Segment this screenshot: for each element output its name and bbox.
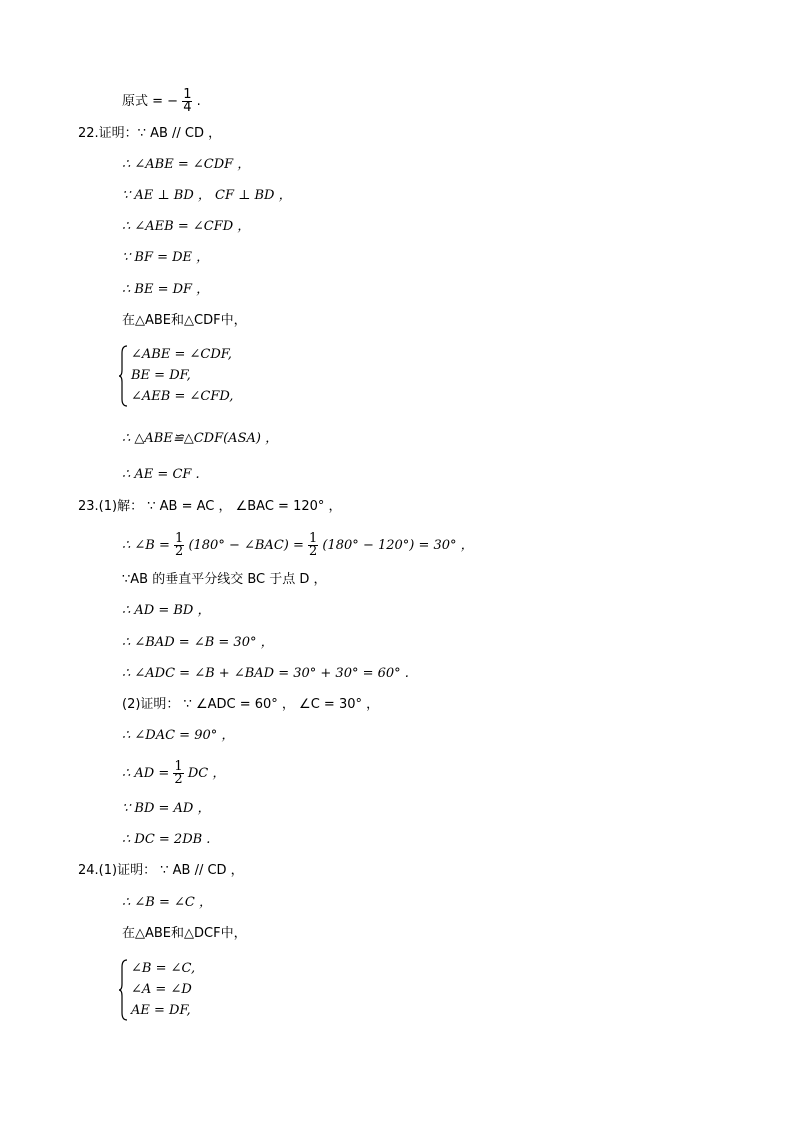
proof-step: ∴ ∠B = ∠C ， xyxy=(122,895,212,910)
fraction-denominator: 2 xyxy=(174,772,183,787)
expr-part: ∴ ∠B = xyxy=(122,538,170,553)
fraction xyxy=(308,533,318,558)
system-eq-1: ∠ABE = ∠CDF, xyxy=(131,347,232,362)
fraction-denominator: 2 xyxy=(309,544,318,559)
expr-tail: . xyxy=(196,94,201,109)
system-eq-3: ∠AEB = ∠CFD, xyxy=(131,389,234,404)
proof-step: ∴ ∠ABE = ∠CDF ， xyxy=(122,157,251,172)
proof-step: ∴ ∠DAC = 90° ， xyxy=(122,728,235,743)
fraction-numerator: 1 xyxy=(183,87,192,102)
system-eq-2: ∠A = ∠D xyxy=(131,982,192,997)
proof-step: ∴ DC = 2DB . xyxy=(122,832,211,847)
system-eq-1: ∠B = ∠C, xyxy=(131,961,196,976)
expr-label: 原式 = − xyxy=(122,94,179,109)
expr-part: (180° − 120°) = 30° ， xyxy=(322,538,474,553)
proof-step: 在△ABE和△CDF中， xyxy=(122,313,247,328)
fraction-denominator: 4 xyxy=(183,100,192,115)
problem-24-heading: 24.(1)证明： ∵ AB // CD ， xyxy=(78,863,244,878)
proof-step: ∴ ∠BAD = ∠B = 30° ， xyxy=(122,635,274,650)
proof-step: ∴ AE = CF . xyxy=(122,467,200,482)
problem-23-part2-heading: (2)证明： ∵ ∠ADC = 60° ， ∠C = 30° ， xyxy=(122,697,380,712)
fraction-numerator: 1 xyxy=(309,531,318,546)
angle-b-computation xyxy=(122,533,474,558)
proof-step: ∴ AD = BD ， xyxy=(122,603,211,618)
proof-step: 在△ABE和△DCF中， xyxy=(122,926,247,941)
proof-step: ∴ ∠AEB = ∠CFD ， xyxy=(122,219,251,234)
proof-step: ∵ BD = AD ， xyxy=(122,801,211,816)
fraction-denominator: 2 xyxy=(175,544,184,559)
system-eq-3: AE = DF, xyxy=(131,1003,191,1018)
system-eq-2: BE = DF, xyxy=(131,368,191,383)
fraction xyxy=(174,533,184,558)
problem-22-heading: 22.证明：∵ AB // CD ， xyxy=(78,126,222,141)
proof-step: ∴ ∠ADC = ∠B + ∠BAD = 30° + 30° = 60° . xyxy=(122,666,409,681)
fraction-numerator: 1 xyxy=(175,531,184,546)
proof-step: ∴ △ABE≌△CDF(ASA) ， xyxy=(122,431,279,446)
left-brace-icon xyxy=(119,345,129,407)
problem-23-heading: 23.(1)解： ∵ AB = AC ， ∠BAC = 120° ， xyxy=(78,499,342,514)
fraction xyxy=(182,89,192,114)
proof-step: ∵ BF = DE ， xyxy=(122,250,210,265)
expr-part: DC ， xyxy=(187,766,226,781)
fraction xyxy=(173,761,183,786)
proof-step: ∵AB 的垂直平分线交 BC 于点 D ， xyxy=(122,572,327,587)
expr-part: ∴ AD = xyxy=(122,766,170,781)
left-brace-icon xyxy=(119,959,129,1021)
proof-step: ∵ AE ⊥ BD ， CF ⊥ BD ， xyxy=(122,188,292,203)
expr-part: (180° − ∠BAC) = xyxy=(188,538,304,553)
ad-half-dc xyxy=(122,761,225,786)
proof-step: ∴ BE = DF ， xyxy=(122,282,210,297)
fraction-numerator: 1 xyxy=(174,759,183,774)
original-expression xyxy=(122,89,201,114)
